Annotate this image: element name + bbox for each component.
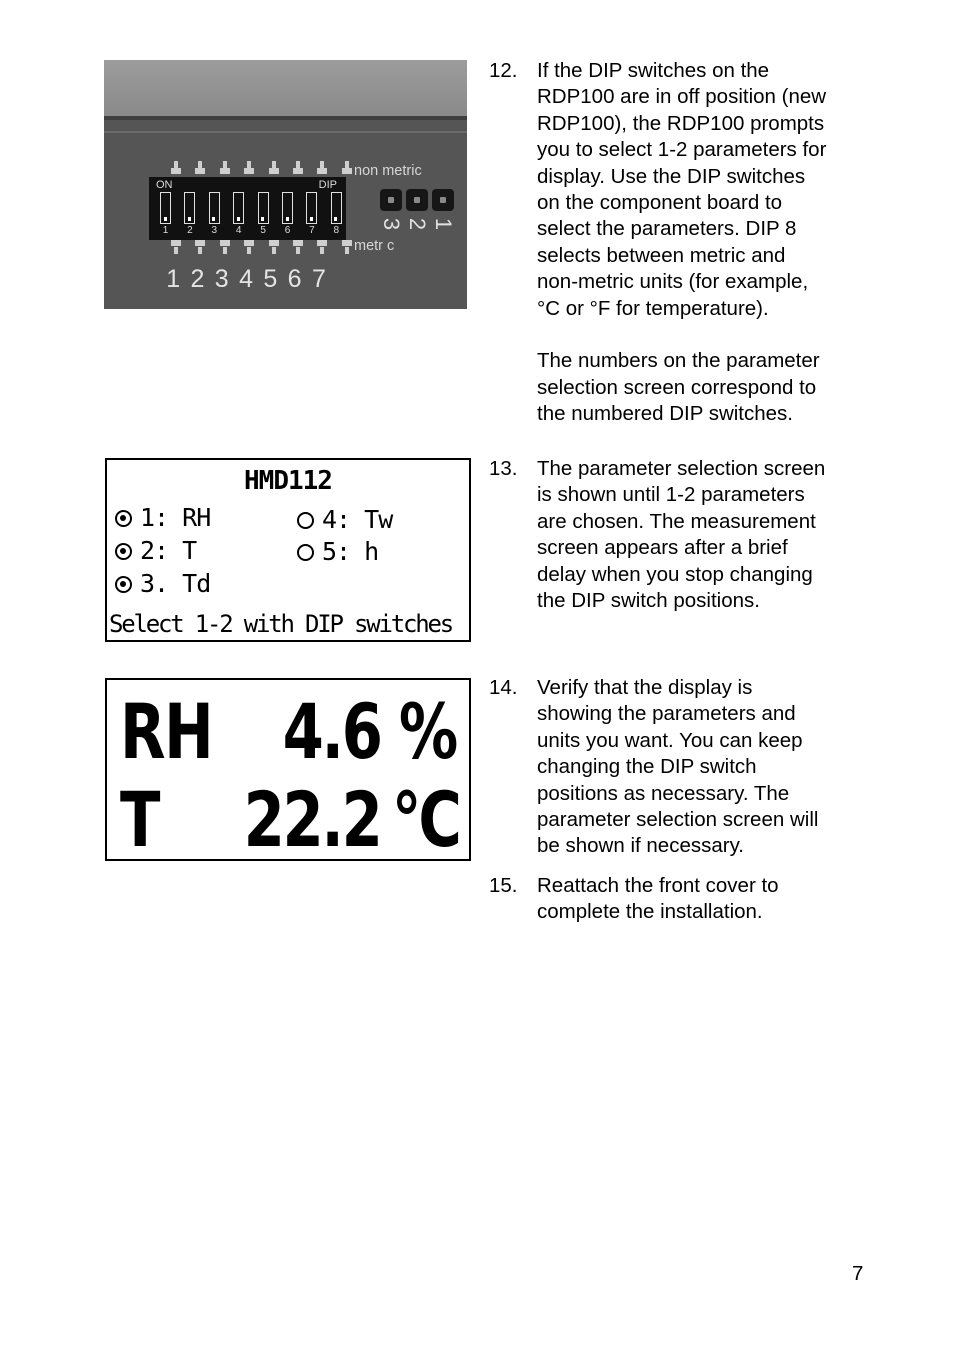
- dip-switch-number: 2: [187, 225, 193, 236]
- parameter-selection-screen: [105, 458, 471, 642]
- dip-switch-number: 8: [333, 225, 340, 236]
- jumper-header: [380, 189, 454, 211]
- dip-switch: [258, 192, 269, 224]
- large-number: 1: [166, 265, 181, 293]
- jumper-number: 1: [431, 217, 456, 231]
- device-model-title: HMD112: [244, 466, 332, 496]
- non-metric-label: non metric: [354, 163, 422, 179]
- step-line: on the component board to: [537, 191, 783, 215]
- step-line: parameter selection screen will: [537, 808, 819, 832]
- step-line: If the DIP switches on the: [537, 59, 770, 82]
- dip-switch-number: 6: [284, 225, 291, 236]
- measurement-param: T: [120, 775, 159, 861]
- dip-switch-hint: Select 1-2 with DIP switches: [109, 610, 452, 638]
- dip-switch-number: 3: [211, 225, 218, 236]
- step-line: changing the DIP switch: [537, 755, 757, 779]
- page-number: 7: [852, 1262, 864, 1285]
- jumper-number: 2: [405, 217, 430, 231]
- step-line: RDP100 are in off position (new: [537, 85, 827, 109]
- dip-pin: [195, 161, 205, 175]
- large-number: 6: [287, 265, 302, 293]
- parameter-option-label: 2: T: [140, 536, 197, 565]
- step-line: delay when you stop changing: [537, 562, 813, 586]
- measurement-value: 22.2: [244, 775, 381, 861]
- step-line: Reattach the front cover to: [537, 874, 779, 897]
- dip-pin: [171, 240, 181, 254]
- parameter-option: [115, 504, 210, 532]
- dip-pin: [195, 240, 205, 254]
- step-line: non-metric units (for example,: [537, 270, 809, 294]
- step-line: the numbered DIP switches.: [537, 402, 793, 426]
- dip-pin: [269, 161, 279, 175]
- step-number: 14.: [489, 676, 518, 699]
- parameter-option: [297, 506, 392, 534]
- dip-switch: [160, 192, 171, 224]
- parameter-option-label: 4: Tw: [322, 505, 393, 534]
- parameter-option: [115, 570, 210, 598]
- dip-on-label: ON: [156, 179, 173, 191]
- step-line: selection screen correspond to: [537, 375, 817, 399]
- step-paragraph: [537, 873, 867, 926]
- step-body: [537, 873, 867, 926]
- step-line: is shown until 1-2 parameters: [537, 483, 805, 507]
- step-line: °C or °F for temperature).: [537, 296, 769, 320]
- dip-pins-top: [158, 161, 338, 175]
- step-paragraph: [537, 456, 867, 614]
- dip-switch-number: 7: [309, 225, 315, 236]
- step-line: be shown if necessary.: [537, 834, 745, 858]
- step-line: showing the parameters and: [537, 702, 796, 726]
- dip-pin: [317, 161, 327, 175]
- dip-pin: [317, 240, 327, 254]
- unselected-indicator-icon: [297, 512, 314, 529]
- large-number: 5: [263, 265, 278, 293]
- step-line: Verify that the display is: [537, 676, 753, 699]
- step-line: display. Use the DIP switches: [537, 164, 806, 188]
- step-line: are chosen. The measurement: [537, 509, 816, 533]
- parameter-option-label: 5: h: [322, 537, 379, 566]
- jumper-pin: [406, 189, 428, 211]
- dip-switch-board-figure: [104, 60, 467, 309]
- step-line: the DIP switch positions.: [537, 589, 760, 613]
- large-switch-numbers: [161, 265, 331, 294]
- dip-switch-number: 1: [162, 225, 169, 236]
- large-number: 4: [239, 265, 253, 293]
- parameter-option-label: 3. Td: [140, 569, 211, 598]
- parameter-option: [297, 538, 378, 566]
- large-number: 2: [190, 265, 205, 293]
- step-note: [537, 348, 867, 427]
- selected-indicator-icon: [115, 576, 132, 593]
- jumper-number: 3: [379, 217, 404, 231]
- dip-switch-number: 4: [235, 225, 242, 236]
- unselected-indicator-icon: [297, 544, 314, 561]
- large-number: 3: [214, 265, 229, 293]
- dip-switch-number: 5: [260, 225, 266, 236]
- dip-pin: [244, 161, 254, 175]
- dip-pin: [269, 240, 279, 254]
- measurement-screen: [105, 678, 471, 861]
- step-number: 12.: [489, 59, 518, 82]
- enclosure-lid: [104, 60, 467, 116]
- step-line: selects between metric and: [537, 243, 786, 267]
- step-body: [537, 58, 867, 428]
- dip-switch: [331, 192, 342, 224]
- enclosure-groove: [104, 131, 467, 133]
- dip-switch: [306, 192, 317, 224]
- step-line: screen appears after a brief: [537, 536, 788, 560]
- jumper-pin: [432, 189, 454, 211]
- step-line: positions as necessary. The: [537, 781, 790, 805]
- dip-switch: [209, 192, 220, 224]
- parameter-option-label: 1: RH: [140, 503, 211, 532]
- selected-indicator-icon: [115, 543, 132, 560]
- dip-pin: [342, 161, 352, 175]
- step-line: complete the installation.: [537, 900, 763, 924]
- dip-pin: [293, 240, 303, 254]
- dip-pins-bottom: [158, 240, 338, 254]
- dip-pin: [171, 161, 181, 175]
- measurement-unit: %: [398, 687, 455, 776]
- dip-pin: [293, 161, 303, 175]
- dip-switch: [233, 192, 244, 224]
- dip-pin: [244, 240, 254, 254]
- jumper-pin: [380, 189, 402, 211]
- enclosure-seam: [104, 116, 467, 120]
- step-paragraph: [537, 675, 867, 860]
- measurement-value: 4.6: [283, 687, 381, 776]
- step-body: [537, 456, 867, 614]
- selected-indicator-icon: [115, 510, 132, 527]
- step-line: RDP100), the RDP100 prompts: [537, 111, 825, 135]
- metric-label: metr c: [354, 238, 395, 254]
- step-line: The numbers on the parameter: [537, 349, 820, 373]
- dip-pin: [220, 240, 230, 254]
- step-body: [537, 675, 867, 860]
- dip-switch-block: [149, 177, 346, 240]
- step-line: you to select 1-2 parameters for: [537, 138, 827, 162]
- large-number: 7: [311, 265, 326, 293]
- dip-label: DIP: [318, 179, 337, 191]
- measurement-unit: °C: [392, 775, 459, 861]
- dip-pin: [220, 161, 230, 175]
- step-line: The parameter selection screen: [537, 457, 826, 480]
- step-line: select the parameters. DIP 8: [537, 217, 797, 241]
- dip-switch: [184, 192, 195, 224]
- step-number: 13.: [489, 457, 518, 480]
- measurement-param: RH: [120, 687, 213, 776]
- step-line: units you want. You can keep: [537, 728, 803, 752]
- dip-switch: [282, 192, 293, 224]
- step-paragraph: [537, 58, 867, 322]
- step-number: 15.: [489, 874, 518, 897]
- parameter-option: [115, 537, 196, 565]
- dip-pin: [342, 240, 352, 254]
